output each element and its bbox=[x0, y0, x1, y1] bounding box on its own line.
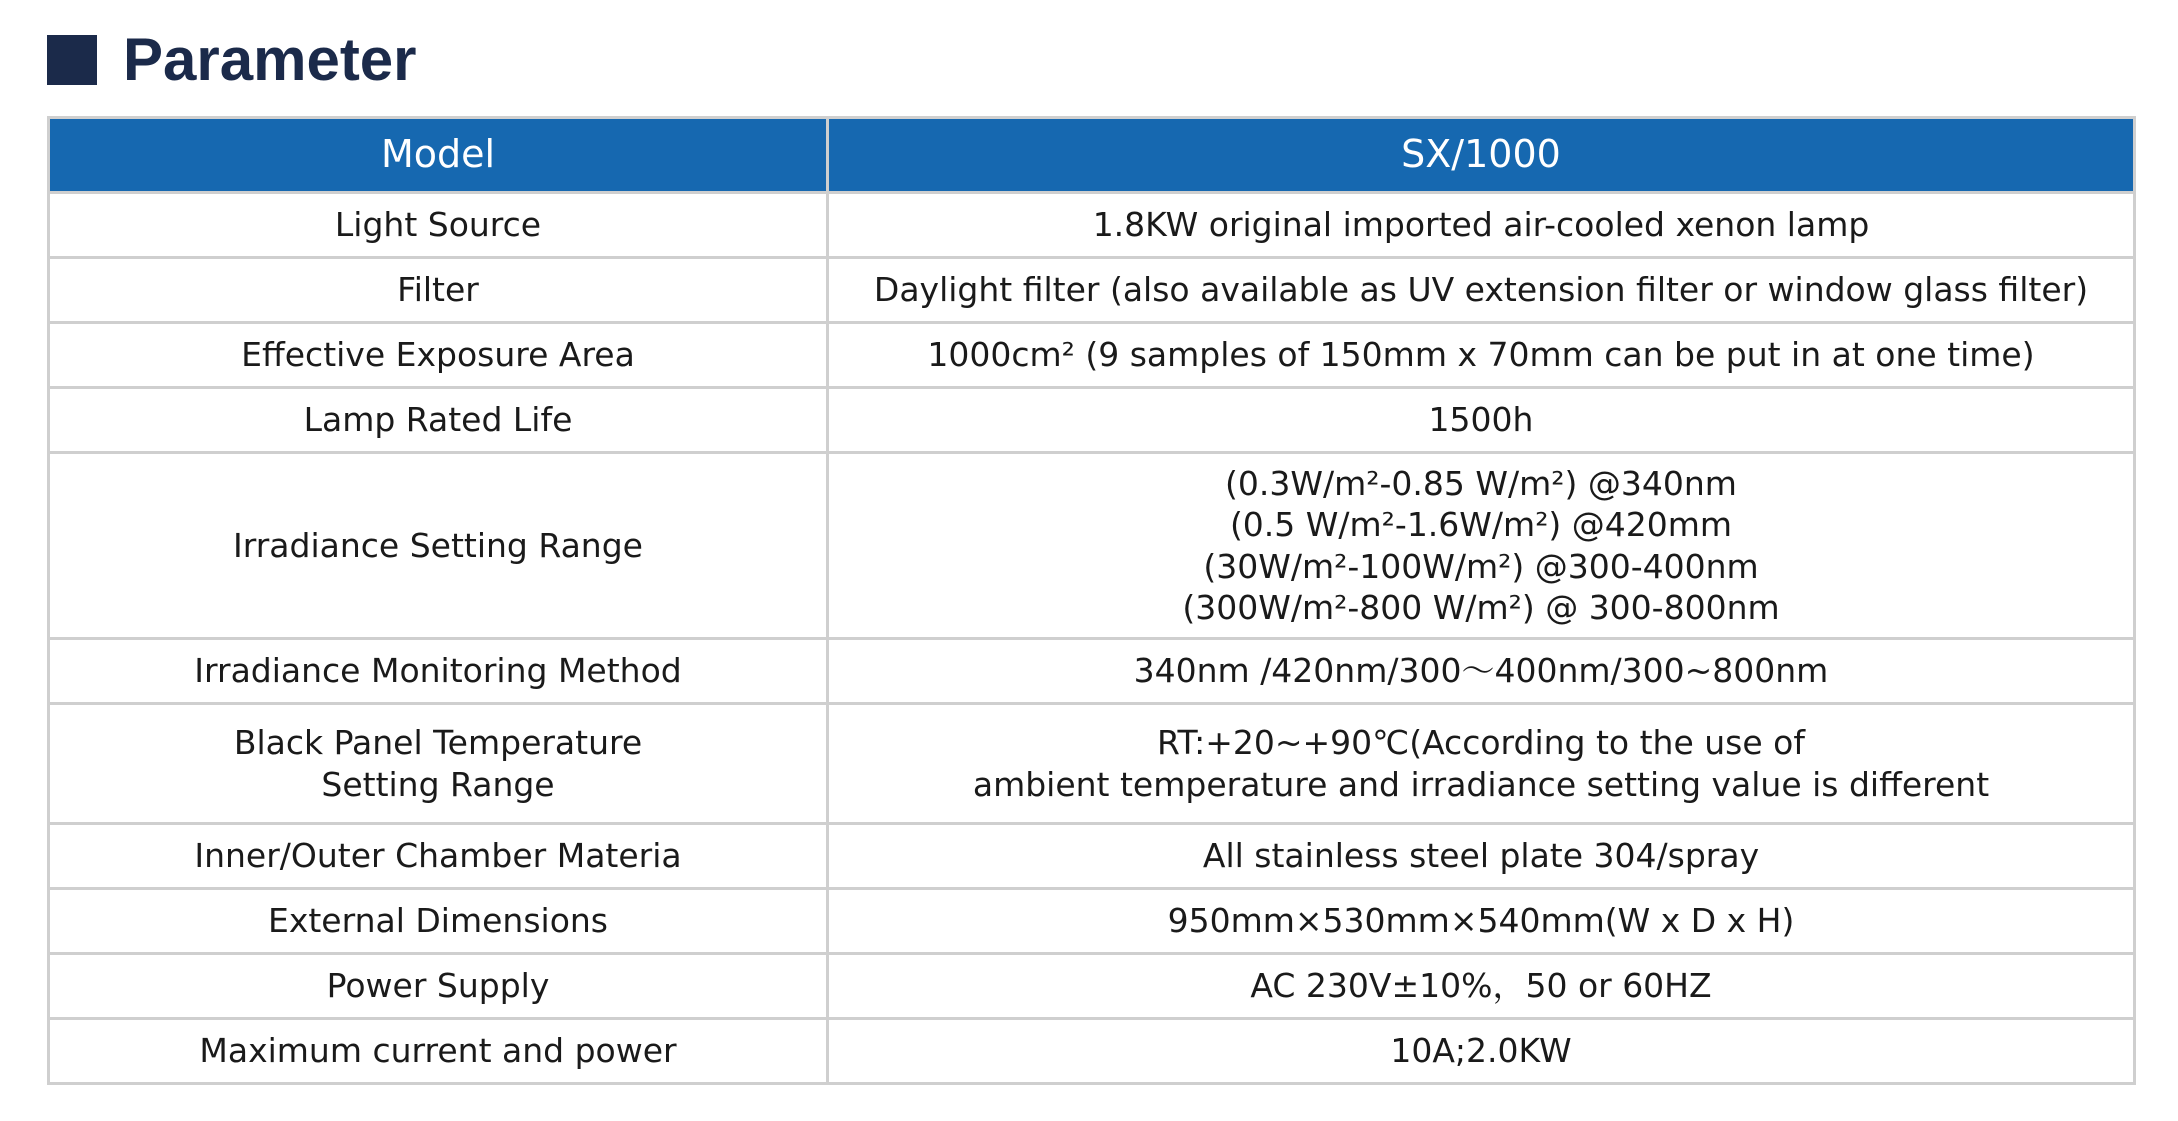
label-line: Power Supply bbox=[326, 966, 550, 1006]
value-line: (300W/m²-800 W/m²) @ 300-800nm bbox=[1182, 587, 1780, 627]
row-value bbox=[828, 193, 2135, 258]
table-row bbox=[49, 639, 2135, 704]
label-line: Lamp Rated Life bbox=[303, 400, 573, 440]
label-line: Filter bbox=[397, 270, 479, 310]
model-value: SX/1000 bbox=[828, 118, 2135, 193]
row-value bbox=[828, 453, 2135, 639]
table-row bbox=[49, 824, 2135, 889]
row-label bbox=[49, 639, 828, 704]
page-title: Parameter bbox=[123, 26, 417, 93]
value-line: AC 230V±10%，50 or 60HZ bbox=[1250, 966, 1712, 1006]
row-value bbox=[828, 388, 2135, 453]
table-row bbox=[49, 323, 2135, 388]
row-value bbox=[828, 704, 2135, 824]
row-label bbox=[49, 323, 828, 388]
value-line: 950mm×530mm×540mm(W x D x H) bbox=[1167, 901, 1795, 941]
table-row bbox=[49, 193, 2135, 258]
row-label bbox=[49, 889, 828, 954]
value-line: All stainless steel plate 304/spray bbox=[1202, 836, 1760, 876]
parameter-table bbox=[47, 116, 2136, 1085]
label-line: Black Panel Temperature bbox=[233, 723, 643, 763]
row-value bbox=[828, 639, 2135, 704]
table-header-row bbox=[49, 118, 2135, 193]
row-label bbox=[49, 824, 828, 889]
table-row bbox=[49, 954, 2135, 1019]
value-line: (30W/m²-100W/m²) @300-400nm bbox=[1203, 546, 1759, 586]
value-line: ambient temperature and irradiance setting value is different bbox=[972, 764, 1990, 804]
value-line: 1000cm² (9 samples of 150mm x 70mm can be put in at one time) bbox=[927, 335, 2035, 375]
row-label bbox=[49, 258, 828, 323]
row-value bbox=[828, 954, 2135, 1019]
label-line: Effective Exposure Area bbox=[241, 335, 635, 375]
value-line: (0.3W/m²-0.85 W/m²) @340nm bbox=[1225, 464, 1737, 503]
label-line: Setting Range bbox=[321, 764, 555, 804]
value-line: (0.5 W/m²-1.6W/m²) @420mm bbox=[1229, 505, 1733, 545]
value-line: 10A;2.0KW bbox=[1390, 1031, 1572, 1071]
label-line: Irradiance Setting Range bbox=[233, 525, 643, 565]
value-line: Daylight filter (also available as UV extension filter or window glass filter) bbox=[873, 270, 2089, 310]
title-square-icon bbox=[47, 35, 97, 85]
table-row bbox=[49, 388, 2135, 453]
row-label bbox=[49, 1019, 828, 1084]
table-body bbox=[49, 193, 2135, 1084]
row-value bbox=[828, 889, 2135, 954]
label-line: Irradiance Monitoring Method bbox=[194, 651, 682, 691]
row-label bbox=[49, 954, 828, 1019]
row-label bbox=[49, 704, 828, 824]
page-header bbox=[47, 20, 417, 100]
label-line: External Dimensions bbox=[267, 901, 608, 941]
value-line: 340nm /420nm/300～400nm/300~800nm bbox=[1133, 651, 1829, 691]
row-value bbox=[828, 1019, 2135, 1084]
row-label bbox=[49, 193, 828, 258]
label-line: Light Source bbox=[334, 205, 542, 245]
row-value bbox=[828, 323, 2135, 388]
model-label: Model bbox=[49, 118, 828, 193]
label-line: Inner/Outer Chamber Materia bbox=[194, 836, 682, 876]
row-value bbox=[828, 258, 2135, 323]
table-row bbox=[49, 1019, 2135, 1084]
value-line: 1.8KW original imported air-cooled xenon lamp bbox=[1092, 205, 1870, 245]
row-label bbox=[49, 453, 828, 639]
value-line: RT:+20~+90℃(According to the use of bbox=[1157, 723, 1805, 763]
table-row bbox=[49, 453, 2135, 639]
table-row bbox=[49, 704, 2135, 824]
label-line: Maximum current and power bbox=[199, 1031, 677, 1071]
row-label bbox=[49, 388, 828, 453]
table-row bbox=[49, 258, 2135, 323]
table-row bbox=[49, 889, 2135, 954]
row-value bbox=[828, 824, 2135, 889]
value-line: 1500h bbox=[1428, 400, 1534, 440]
